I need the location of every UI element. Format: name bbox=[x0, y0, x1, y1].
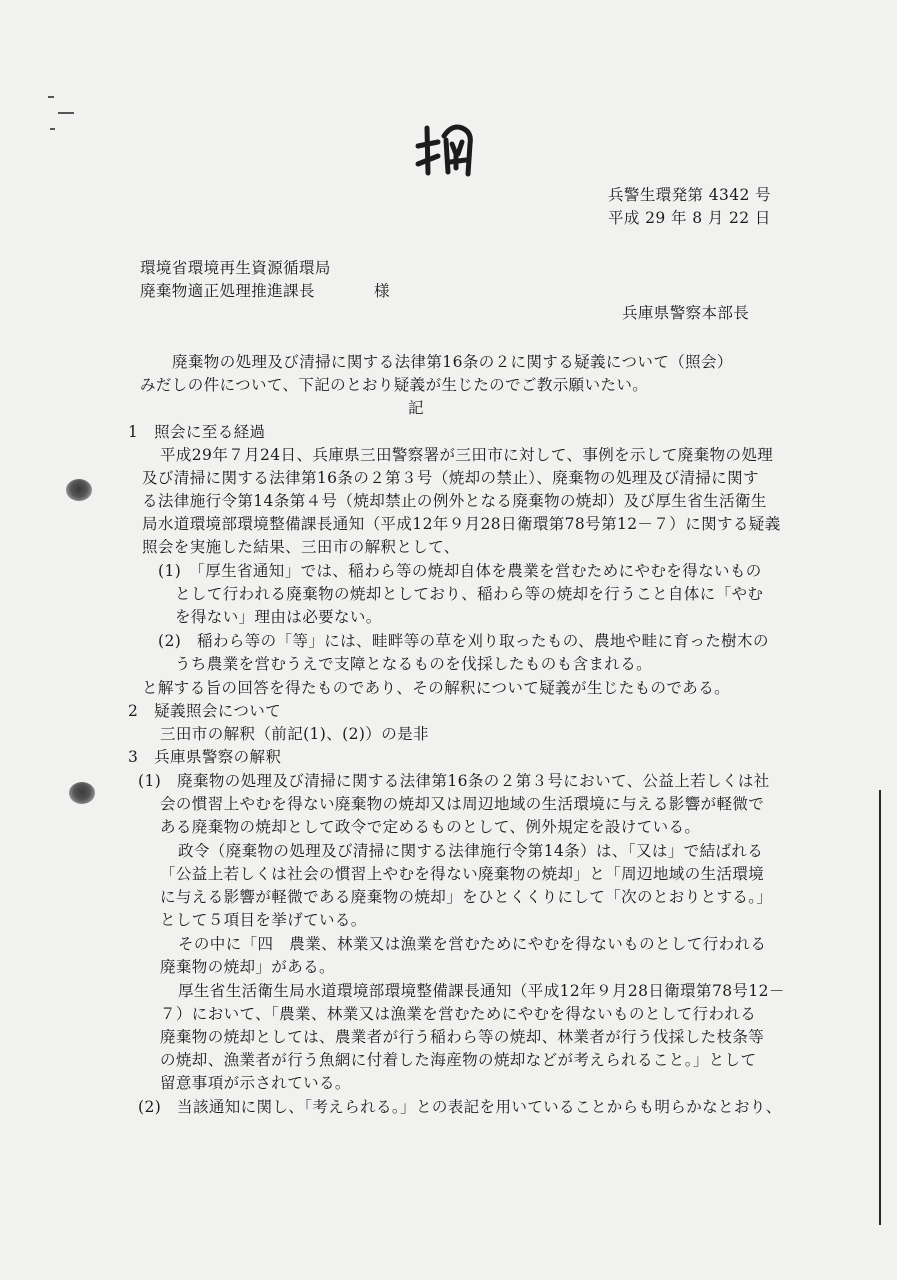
intro-line: みだしの件について、下記のとおり疑義が生じたのでご教示願いたい。 bbox=[140, 376, 649, 394]
s1-item-2-line: うち農業を営むうえで支障となるものを伐採したものも含まれる。 bbox=[175, 655, 653, 673]
s1-item-1-line: を得ない」理由は必要ない。 bbox=[175, 608, 382, 626]
section-2-heading: 2 疑義照会について bbox=[128, 702, 282, 720]
sender: 兵庫県警察本部長 bbox=[622, 304, 750, 322]
s1-para-line: 及び清掃に関する法律第16条の２第３号（焼却の禁止）、廃棄物の処理及び清掃に関す bbox=[142, 469, 759, 487]
s1-closing: と解する旨の回答を得たものであり、その解釈について疑義が生じたものである。 bbox=[142, 679, 730, 697]
s3-para-2-line: に与える影響が軽微である廃棄物の焼却」をひとくくりにして「次のとおりとする。」 bbox=[160, 888, 773, 906]
s1-item-1-line: (1) 「厚生省通知」では、稲わら等の焼却自体を農業を営むためにやむを得ないもの bbox=[158, 562, 762, 580]
s3-para-2-line: 「公益上若しくは社会の慣習上やむを得ない廃棄物の焼却」と「周辺地域の生活環境 bbox=[160, 865, 765, 883]
margin-mark bbox=[58, 112, 74, 114]
s1-para-line: 平成29年７月24日、兵庫県三田警察署が三田市に対して、事例を示して廃棄物の処理 bbox=[160, 446, 774, 464]
s1-item-2-line: (2) 稲わら等の「等」には、畦畔等の草を刈り取ったもの、農地や畦に育った樹木の bbox=[158, 632, 769, 650]
s3-para-3-line: その中に「四 農業、林業又は漁業を営むためにやむを得ないものとして行われる bbox=[178, 935, 767, 953]
s3-para-2-line: として５項目を挙げている。 bbox=[160, 911, 367, 929]
s3-item-1-line: (1) 廃棄物の処理及び清掃に関する法律第16条の２第３号において、公益上若しくは社 bbox=[138, 772, 770, 790]
recipient-bureau: 環境省環境再生資源循環局 bbox=[140, 259, 331, 277]
margin-mark bbox=[48, 96, 54, 98]
document-number: 兵警生環発第 4342 号 bbox=[608, 186, 772, 204]
s3-para-4-line: の焼却、漁業者が行う魚網に付着した海産物の焼却などが考えられること。」として bbox=[160, 1051, 757, 1069]
ki-heading: 記 bbox=[408, 399, 424, 417]
s3-item-2-line: (2) 当該通知に関し、「考えられる。」との表記を用いていることからも明らかなとおり、 bbox=[138, 1098, 782, 1116]
s1-para-line: 局水道環境部環境整備課長通知（平成12年９月28日衛環第78号第12－７）に関する疑義 bbox=[142, 515, 781, 533]
s3-para-3-line: 廃棄物の焼却」がある。 bbox=[160, 958, 335, 976]
recipient-honorific: 様 bbox=[374, 282, 390, 300]
s3-item-1-line: 会の慣習上やむを得ない廃棄物の焼却又は周辺地域の生活環境に与える影響が軽微で bbox=[160, 795, 765, 813]
subject-line: 廃棄物の処理及び清掃に関する法律第16条の２に関する疑義について（照会） bbox=[172, 353, 733, 371]
s3-para-4-line: 厚生省生活衛生局水道環境部環境整備課長通知（平成12年９月28日衛環第78号12－ bbox=[178, 982, 785, 1000]
s3-item-1-line: ある廃棄物の焼却として政令で定めるものとして、例外規定を設けている。 bbox=[160, 818, 701, 836]
s3-para-2-line: 政令（廃棄物の処理及び清掃に関する法律施行令第14条）は、「又は」で結ばれる bbox=[178, 842, 764, 860]
s3-para-4-line: ７）において、「農業、林業又は漁業を営むためにやむを得ないものとして行われる bbox=[160, 1005, 757, 1023]
punch-hole-top bbox=[66, 479, 92, 501]
section-3-heading: 3 兵庫県警察の解釈 bbox=[128, 748, 282, 766]
punch-hole-bottom bbox=[69, 782, 95, 804]
s1-para-line: る法律施行令第14条第４号（焼却禁止の例外となる廃棄物の焼却）及び厚生省生活衛生 bbox=[142, 492, 767, 510]
s3-para-4-line: 廃棄物の焼却としては、農業者が行う稲わら等の焼却、林業者が行う伐採した枝条等 bbox=[160, 1028, 765, 1046]
section-2-body: 三田市の解釈（前記(1)、(2)）の是非 bbox=[160, 725, 429, 743]
margin-rule bbox=[879, 790, 881, 1225]
s1-item-1-line: として行われる廃棄物の焼却としており、稲わら等の焼却を行うこと自体に「やむ bbox=[175, 585, 764, 603]
ink-stamp-hikae bbox=[412, 118, 480, 180]
s1-para-line: 照会を実施した結果、三田市の解釈として、 bbox=[142, 538, 460, 556]
margin-mark bbox=[50, 128, 55, 130]
document-date: 平成 29 年 8 月 22 日 bbox=[608, 209, 771, 227]
s3-para-4-line: 留意事項が示されている。 bbox=[160, 1074, 351, 1092]
section-1-heading: 1 照会に至る経過 bbox=[128, 423, 266, 441]
recipient-title: 廃棄物適正処理推進課長 bbox=[140, 282, 315, 300]
